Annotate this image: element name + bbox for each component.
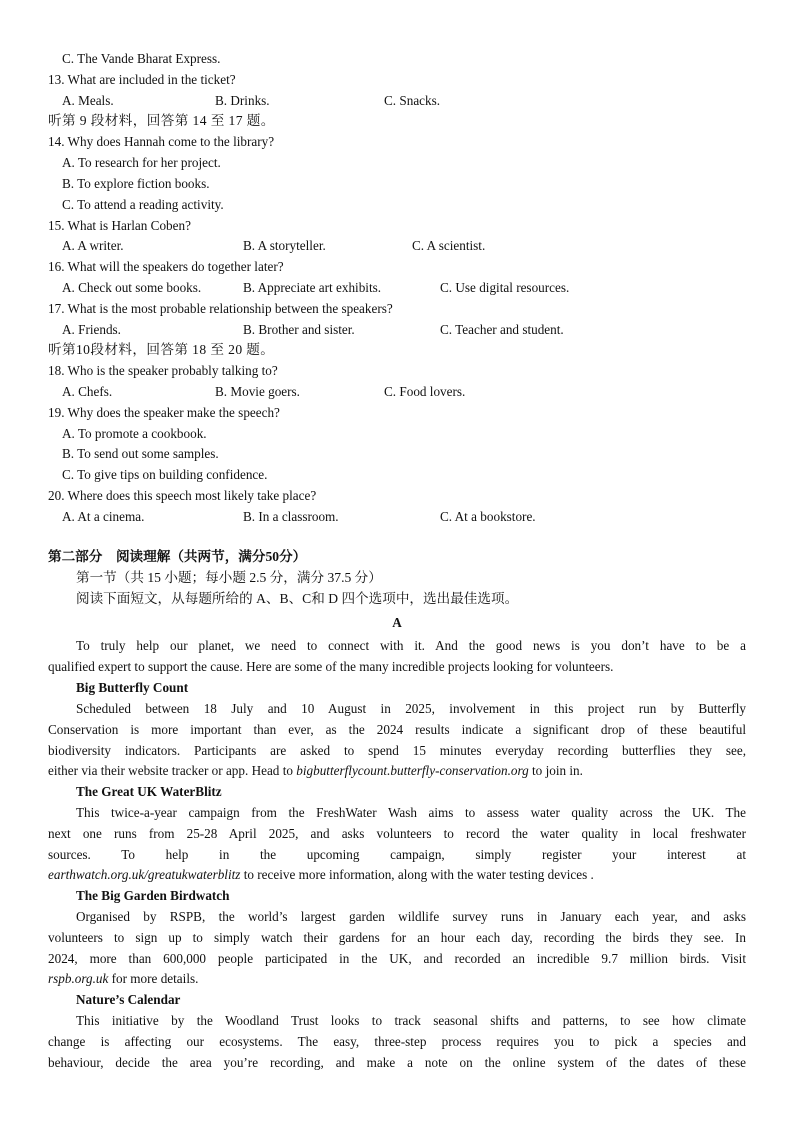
q16-option-a: A. Check out some books.	[62, 280, 202, 295]
p2-line-4	[48, 865, 746, 886]
q18-stem: 18. Who is the speaker probably talking to?	[48, 363, 278, 378]
reading-instruction: 阅读下面短文，从每题所给的 A、B、C和 D 四个选项中，选出最佳选项。	[76, 591, 519, 606]
q14-stem: 14. Why does Hannah come to the library?	[48, 134, 275, 149]
q20-stem: 20. Where does this speech most likely take place?	[48, 488, 317, 503]
q16-option-b: B. Appreciate art exhibits.	[243, 280, 382, 295]
q14-option-a: A. To research for her project.	[62, 155, 221, 170]
section-9-instruction: 听第 9 段材料，回答第 14 至 17 题。	[48, 113, 275, 128]
q20-option-a: A. At a cinema.	[62, 509, 145, 524]
q13-option-c: C. Snacks.	[384, 93, 441, 108]
p1-line-4-end: to join in.	[528, 763, 583, 779]
p1-line-2: Conservation is more important than ever, as the 2024 results indicate a significant drop of these beautiful	[48, 721, 746, 737]
project-1-paragraph	[48, 699, 746, 782]
q15-option-b: B. A storyteller.	[243, 238, 326, 253]
q20-option-c: C. At a bookstore.	[440, 509, 536, 524]
part-two-title: 第二部分 阅读理解（共两节，满分50分）	[48, 549, 307, 564]
q17-option-a: A. Friends.	[62, 322, 121, 337]
q12-option-c: C. The Vande Bharat Express.	[62, 51, 221, 66]
intro-line-2: qualified expert to support the cause. Here are some of the many incredible projects looking for volunteers.	[48, 658, 614, 674]
q16-option-c: C. Use digital resources.	[440, 280, 570, 295]
q18-option-c: C. Food lovers.	[384, 384, 466, 399]
q19-option-c: C. To give tips on building confidence.	[62, 467, 268, 482]
p3-line-3: 2024, more than 600,000 people participated in the UK, and recorded an incredible 9.7 million birds. Visit	[48, 950, 746, 966]
q17-option-c: C. Teacher and student.	[440, 322, 564, 337]
waterblitz-link[interactable]: earthwatch.org.uk/greatukwaterblitz	[48, 867, 241, 883]
q19-option-b: B. To send out some samples.	[62, 446, 219, 461]
q20-option-b: B. In a classroom.	[243, 509, 339, 524]
q14-option-c: C. To attend a reading activity.	[62, 197, 224, 212]
intro-line-1: To truly help our planet, we need to connect with it. And the good news is you don’t have to be a	[76, 638, 746, 653]
p3-line-4	[48, 969, 746, 990]
q18-option-b: B. Movie goers.	[215, 384, 300, 399]
project-3-paragraph	[48, 907, 746, 990]
passage-label: A	[392, 615, 402, 630]
q17-option-b: B. Brother and sister.	[243, 322, 355, 337]
p2-line-3: sources. To help in the upcoming campaign, simply register your interest at	[48, 846, 746, 862]
q18-option-a: A. Chefs.	[62, 384, 113, 399]
q14-option-b: B. To explore fiction books.	[62, 176, 210, 191]
p2-line-1: This twice-a-year campaign from the FreshWater Wash aims to assess water quality across the UK. The	[76, 805, 746, 820]
q15-option-c: C. A scientist.	[412, 238, 486, 253]
q19-stem: 19. Why does the speaker make the speech?	[48, 405, 280, 420]
section-one-title: 第一节（共 15 小题；每小题 2.5 分，满分 37.5 分）	[76, 570, 382, 585]
intro-paragraph	[48, 636, 746, 678]
p4-line-3: behaviour, decide the area you’re recording, and make a note on the online system of the dates of these	[48, 1054, 746, 1070]
q13-option-a: A. Meals.	[62, 93, 114, 108]
p1-line-4-text: either via their website tracker or app. Head to	[48, 763, 297, 779]
q15-stem: 15. What is Harlan Coben?	[48, 218, 191, 233]
p3-line-4-end: for more details.	[108, 971, 199, 987]
p3-line-1: Organised by RSPB, the world’s largest garden wildlife survey runs in January each year, and asks	[76, 909, 746, 924]
p4-line-2: change is affecting our ecosystems. The easy, three-step process requires you to pick a species and	[48, 1033, 746, 1049]
p4-line-1: This initiative by the Woodland Trust looks to track seasonal shifts and patterns, to see how climate	[76, 1013, 746, 1028]
q15-option-a: A. A writer.	[62, 238, 124, 253]
p2-line-4-end: to receive more information, along with the water testing devices .	[240, 867, 594, 883]
project-4-title: Nature’s Calendar	[76, 992, 181, 1007]
q13-option-b: B. Drinks.	[215, 93, 270, 108]
project-1-title: Big Butterfly Count	[76, 680, 189, 695]
project-4-paragraph	[48, 1011, 746, 1073]
p3-line-2: volunteers to sign up to simply watch their gardens for an hour each day, recording the birds they see. In	[48, 929, 746, 945]
p1-line-4	[48, 761, 746, 782]
q16-stem: 16. What will the speakers do together later?	[48, 259, 284, 274]
project-3-title: The Big Garden Birdwatch	[76, 888, 230, 903]
q19-option-a: A. To promote a cookbook.	[62, 426, 207, 441]
p1-line-3: biodiversity indicators. Participants are asked to spend 15 minutes everyday recording butterflies they see,	[48, 742, 746, 758]
butterfly-count-link[interactable]: bigbutterflycount.butterfly-conservation.org	[296, 763, 529, 779]
section-10-instruction: 听第10段材料，回答第 18 至 20 题。	[48, 342, 275, 357]
p1-line-1: Scheduled between 18 July and 10 August in 2025, involvement in this project run by Butterfly	[76, 701, 746, 716]
q17-stem: 17. What is the most probable relationship between the speakers?	[48, 301, 393, 316]
rspb-link[interactable]: rspb.org.uk	[48, 971, 109, 987]
q13-stem: 13. What are included in the ticket?	[48, 72, 236, 87]
project-2-paragraph	[48, 803, 746, 886]
p2-line-2: next one runs from 25-28 April 2025, and asks volunteers to record the water quality in local freshwater	[48, 825, 746, 841]
project-2-title: The Great UK WaterBlitz	[76, 784, 222, 799]
